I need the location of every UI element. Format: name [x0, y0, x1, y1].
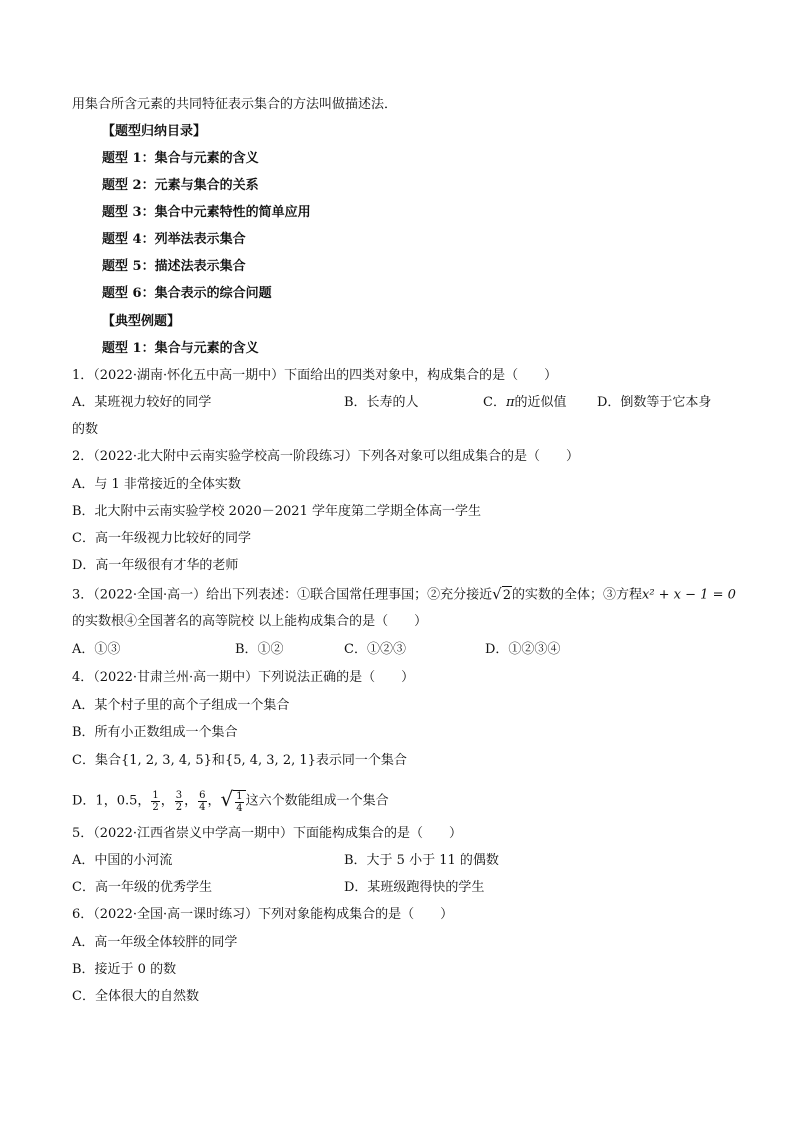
- q4-fraction-1: [151, 790, 159, 813]
- q1-stem: 1．（2022·湖南·怀化五中高一期中）下面给出的四类对象中，构成集合的是（ ）: [72, 368, 558, 383]
- q3-stem: [72, 585, 736, 605]
- q4-set-1: {1, 2, 3, 4, 5}: [120, 753, 212, 768]
- q4-option-d-text: 这六个数能组成一个集合: [245, 793, 389, 809]
- fraction-denominator: 2: [175, 801, 183, 813]
- q4-set-2: {5, 4, 3, 2, 1}: [224, 753, 316, 768]
- q3-equation: x² + x − 1 = 0: [641, 587, 736, 603]
- q4-option-d: [72, 787, 389, 815]
- q4-sqrt-body: [233, 790, 245, 815]
- q1-pi-symbol: π: [505, 395, 515, 410]
- q3-sqrt: [492, 585, 512, 605]
- q1-option-c-text: 的近似值: [514, 395, 567, 410]
- separator: ，: [160, 793, 174, 809]
- fraction-numerator: 3: [175, 789, 183, 801]
- q1-option-d: D．倒数等于它本身: [597, 395, 712, 410]
- q4-option-c-and: 和: [211, 753, 225, 768]
- q6-stem: 6．（2022·全国·高一课时练习）下列对象能构成集合的是（ ）: [72, 907, 454, 922]
- examples-heading: 【典型例题】: [102, 314, 181, 329]
- q4-option-c: [72, 752, 407, 770]
- q4-sqrt-fraction: [221, 787, 246, 815]
- intro-line: 用集合所含元素的共同特征表示集合的方法叫做描述法．: [72, 97, 398, 112]
- fraction-numerator: 1: [152, 789, 159, 801]
- q2-option-b: B．北大附中云南实验学校 2020－2021 学年度第二学期全体高一学生: [72, 504, 481, 519]
- q3-sqrt-value: 2: [502, 588, 511, 603]
- q2-option-a: A．与 1 非常接近的全体实数: [72, 477, 241, 492]
- q2-option-c: C．高一年级视力比较好的同学: [72, 531, 251, 546]
- q2-option-d: D．高一年级很有才华的老师: [72, 558, 239, 573]
- q6-option-a: A．高一年级全体较胖的同学: [72, 935, 238, 950]
- q1-option-d-continued: 的数: [72, 422, 99, 437]
- q3-stem-middle: 的实数的全体；③方程: [511, 587, 642, 603]
- q3-option-a: A．①③: [72, 642, 121, 657]
- q4-fraction-4: [235, 791, 243, 814]
- catalog-item-6: 题型 6：集合表示的综合问题: [102, 286, 272, 301]
- q3-option-b: B．①②: [235, 642, 284, 657]
- q4-fraction-2: [175, 790, 183, 813]
- q4-option-c-label: C．集合: [72, 753, 121, 768]
- q6-option-c: C．全体很大的自然数: [72, 989, 199, 1004]
- q1-option-c: [483, 394, 567, 412]
- sqrt-sign-icon: √: [492, 585, 502, 603]
- q6-option-b: B．接近于 0 的数: [72, 962, 177, 977]
- q5-option-d: D．某班级跑得快的学生: [344, 880, 485, 895]
- separator: ，: [184, 793, 198, 809]
- q5-option-b: B．大于 5 小于 11 的偶数: [344, 853, 499, 868]
- catalog-heading: 【题型归纳目录】: [102, 124, 207, 139]
- separator: ，: [207, 793, 221, 809]
- q4-option-d-label: D．1，0.5，: [72, 793, 151, 809]
- q3-stem-continued: 的实数根④全国著名的高等院校 以上能构成集合的是（ ）: [72, 614, 428, 629]
- fraction-denominator: 4: [236, 803, 243, 814]
- q4-option-b: B．所有小正数组成一个集合: [72, 725, 238, 740]
- fraction-denominator: 4: [199, 801, 206, 813]
- q3-option-d: D．①②③④: [485, 642, 561, 657]
- fraction-numerator: 1: [236, 791, 243, 802]
- q4-option-a: A．某个村子里的高个子组成一个集合: [72, 698, 290, 713]
- q3-stem-start: 3．（2022·全国·高一）给出下列表述：①联合国常任理事国；②充分接近: [72, 587, 493, 603]
- catalog-item-2: 题型 2：元素与集合的关系: [102, 178, 259, 193]
- q1-option-a: A．某班视力较好的同学: [72, 395, 212, 410]
- fraction-numerator: 6: [199, 789, 206, 801]
- q5-option-a: A．中国的小河流: [72, 853, 173, 868]
- catalog-item-5: 题型 5：描述法表示集合: [102, 259, 246, 274]
- q5-stem: 5．（2022·江西省崇义中学高一期中）下面能构成集合的是（ ）: [72, 826, 462, 841]
- q4-fraction-3: [198, 790, 206, 813]
- q3-option-c: C．①②③: [344, 642, 406, 657]
- examples-section-title: 题型 1：集合与元素的含义: [102, 341, 259, 356]
- q2-stem: 2．（2022·北大附中云南实验学校高一阶段练习）下列各对象可以组成集合的是（ ）: [72, 449, 579, 464]
- q1-option-b: B．长寿的人: [344, 395, 419, 410]
- catalog-item-3: 题型 3：集合中元素特性的简单应用: [102, 205, 311, 220]
- fraction-denominator: 2: [152, 801, 159, 813]
- catalog-item-4: 题型 4：列举法表示集合: [102, 232, 246, 247]
- q1-option-c-label: C．: [483, 395, 506, 410]
- catalog-item-1: 题型 1：集合与元素的含义: [102, 151, 259, 166]
- sqrt-sign-icon: √: [220, 787, 234, 811]
- q5-option-c: C．高一年级的优秀学生: [72, 880, 212, 895]
- q4-stem: 4．（2022·甘肃兰州·高一期中）下列说法正确的是（ ）: [72, 670, 415, 685]
- q4-option-c-text: 表示同一个集合: [315, 753, 407, 768]
